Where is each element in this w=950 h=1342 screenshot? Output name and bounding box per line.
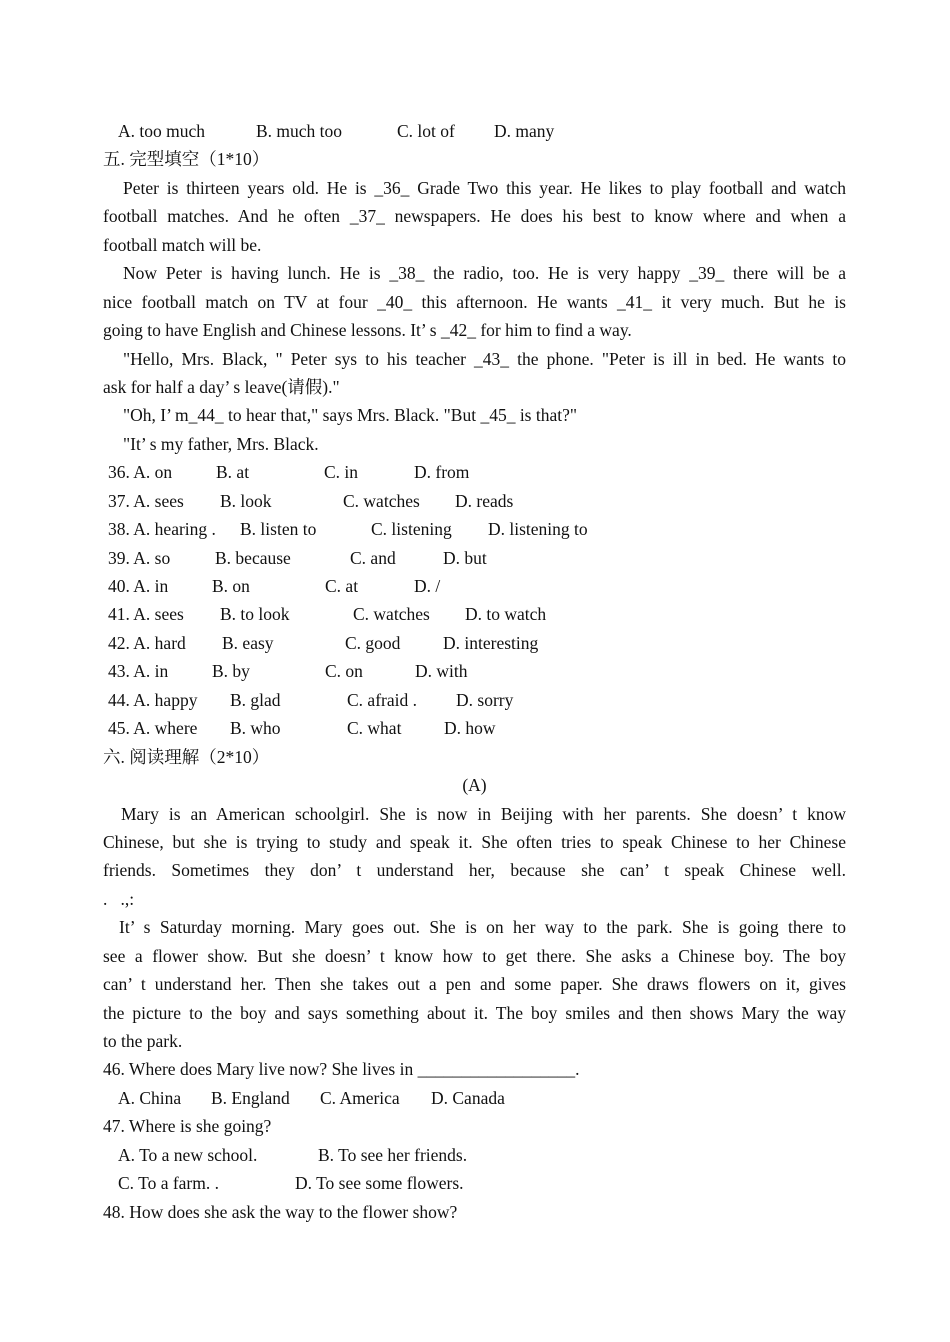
option-d: D. but bbox=[443, 547, 487, 568]
option-b: B. glad bbox=[230, 689, 281, 710]
option-a: A. To a new school. bbox=[118, 1144, 258, 1165]
question-row bbox=[103, 629, 846, 657]
passage-a-title: (A) bbox=[462, 775, 487, 796]
q48-question: 48. How does she ask the way to the flower show? bbox=[103, 1201, 458, 1222]
option-d: D. sorry bbox=[456, 689, 514, 710]
option-c: C. America bbox=[320, 1087, 400, 1108]
option-c: C. To a farm. . bbox=[118, 1173, 220, 1194]
option-b: B. by bbox=[212, 661, 250, 682]
option-c: C. afraid . bbox=[347, 689, 417, 710]
option-c: C. and bbox=[350, 547, 396, 568]
passage-line: to the park. bbox=[103, 1031, 183, 1051]
q47-options-row1 bbox=[103, 1141, 846, 1169]
passage-line: Mary is an American schoolgirl. She is now in Beijing with her parents. She doesn’ t know bbox=[121, 803, 846, 824]
question-number-option-a: 36. A. on bbox=[108, 462, 173, 483]
question-row bbox=[103, 572, 846, 600]
option-a: A. too much bbox=[118, 121, 206, 141]
passage-line: nice football match on TV at four _40_ this afternoon. He wants _41_ it very much. But he is bbox=[103, 291, 846, 312]
option-d: D. / bbox=[414, 576, 441, 596]
option-b: B. to look bbox=[220, 604, 290, 625]
option-b: B. easy bbox=[222, 632, 274, 653]
option-c: C. lot of bbox=[397, 121, 455, 141]
option-b: B. To see her friends. bbox=[318, 1144, 468, 1165]
q47-question: 47. Where is she going? bbox=[103, 1116, 272, 1137]
option-c: C. watches bbox=[353, 604, 430, 625]
passage-line: . .,: bbox=[103, 888, 135, 909]
option-c: C. listening bbox=[371, 519, 452, 540]
passage-line: football match will be. bbox=[103, 234, 262, 255]
option-d: D. many bbox=[494, 121, 555, 141]
question-row bbox=[103, 487, 846, 515]
passage-line: Chinese, but she is trying to study and speak it. She often tries to speak Chinese to her Chinese bbox=[103, 831, 846, 852]
cloze-passage bbox=[103, 174, 846, 458]
option-b: B. much too bbox=[256, 121, 343, 141]
option-b: B. because bbox=[215, 547, 291, 568]
passage-line: Now Peter is having lunch. He is _38_ the radio, too. He is very happy _39_ there will be a bbox=[123, 263, 846, 284]
question-number-option-a: 38. A. hearing . bbox=[108, 519, 216, 540]
option-c: C. watches bbox=[343, 490, 420, 511]
passage-line: see a flower show. But she doesn’ t know how to get there. She asks a Chinese boy. The boy bbox=[103, 945, 846, 966]
option-b: B. at bbox=[216, 462, 250, 483]
option-d: D. Canada bbox=[431, 1087, 505, 1108]
option-d: D. reads bbox=[455, 490, 514, 511]
q35-options bbox=[103, 117, 846, 145]
passage-line: Peter is thirteen years old. He is _36_ Grade Two this year. He likes to play football and watch bbox=[123, 177, 846, 198]
question-row bbox=[103, 714, 846, 742]
section6-heading: 六. 阅读理解（2*10） bbox=[103, 746, 270, 767]
passage-line: can’ t understand her. Then she takes out a pen and some paper. She draws flowers on it, gives bbox=[103, 974, 846, 995]
cloze-questions bbox=[103, 458, 846, 742]
passage-line: going to have English and Chinese lessons. It’ s _42_ for him to find a way. bbox=[103, 320, 632, 341]
option-d: D. with bbox=[415, 661, 468, 682]
section5-heading: 五. 完型填空（1*10） bbox=[103, 149, 270, 170]
document-page bbox=[103, 117, 846, 1226]
passage-line: football matches. And he often _37_ newspapers. He does his best to know where and when a bbox=[103, 206, 846, 227]
option-c: C. at bbox=[325, 576, 359, 596]
passage-line: "It’ s my father, Mrs. Black. bbox=[123, 433, 319, 454]
question-number-option-a: 44. A. happy bbox=[108, 689, 198, 710]
passage-line: the picture to the boy and says something about it. The boy smiles and then shows Mary the way bbox=[103, 1002, 846, 1023]
option-d: D. interesting bbox=[443, 632, 539, 653]
option-b: B. on bbox=[212, 576, 250, 596]
option-a: A. China bbox=[118, 1087, 182, 1108]
option-d: D. To see some flowers. bbox=[295, 1173, 464, 1194]
option-b: B. listen to bbox=[240, 519, 317, 540]
passage-line: friends. Sometimes they don’ t understand her, because she can’ t speak Chinese well. bbox=[103, 860, 846, 881]
option-d: D. how bbox=[444, 718, 496, 739]
passage-line: ask for half a day’ s leave(请假)." bbox=[103, 376, 340, 397]
option-c: C. in bbox=[324, 462, 359, 483]
option-b: B. look bbox=[220, 490, 272, 511]
question-row bbox=[103, 544, 846, 572]
option-d: D. listening to bbox=[488, 519, 588, 540]
passage-line: "Oh, I’ m_44_ to hear that," says Mrs. Black. "But _45_ is that?" bbox=[123, 405, 578, 426]
question-row bbox=[103, 686, 846, 714]
question-number-option-a: 40. A. in bbox=[108, 576, 169, 596]
question-number-option-a: 41. A. sees bbox=[108, 604, 184, 625]
question-number-option-a: 37. A. sees bbox=[108, 490, 184, 511]
question-number-option-a: 39. A. so bbox=[108, 547, 171, 568]
option-c: C. on bbox=[325, 661, 363, 682]
option-c: C. good bbox=[345, 632, 401, 653]
option-c: C. what bbox=[347, 718, 402, 739]
question-row bbox=[103, 657, 846, 685]
passage-line: It’ s Saturday morning. Mary goes out. She is on her way to the park. She is going there to bbox=[119, 917, 846, 938]
reading-passage bbox=[103, 800, 846, 1056]
q46-options bbox=[103, 1084, 846, 1112]
q46-question: 46. Where does Mary live now? She lives in __________________. bbox=[103, 1059, 580, 1080]
option-b: B. England bbox=[211, 1087, 290, 1108]
option-d: D. from bbox=[414, 462, 470, 483]
option-b: B. who bbox=[230, 718, 281, 739]
question-row bbox=[103, 458, 846, 486]
question-number-option-a: 42. A. hard bbox=[108, 632, 186, 653]
question-row bbox=[103, 600, 846, 628]
option-d: D. to watch bbox=[465, 604, 547, 625]
q47-options-row2 bbox=[103, 1169, 846, 1197]
question-number-option-a: 43. A. in bbox=[108, 661, 169, 682]
question-row bbox=[103, 515, 846, 543]
passage-line: "Hello, Mrs. Black, " Peter sys to his teacher _43_ the phone. "Peter is ill in bed. He wants to bbox=[123, 348, 846, 369]
question-number-option-a: 45. A. where bbox=[108, 718, 198, 739]
